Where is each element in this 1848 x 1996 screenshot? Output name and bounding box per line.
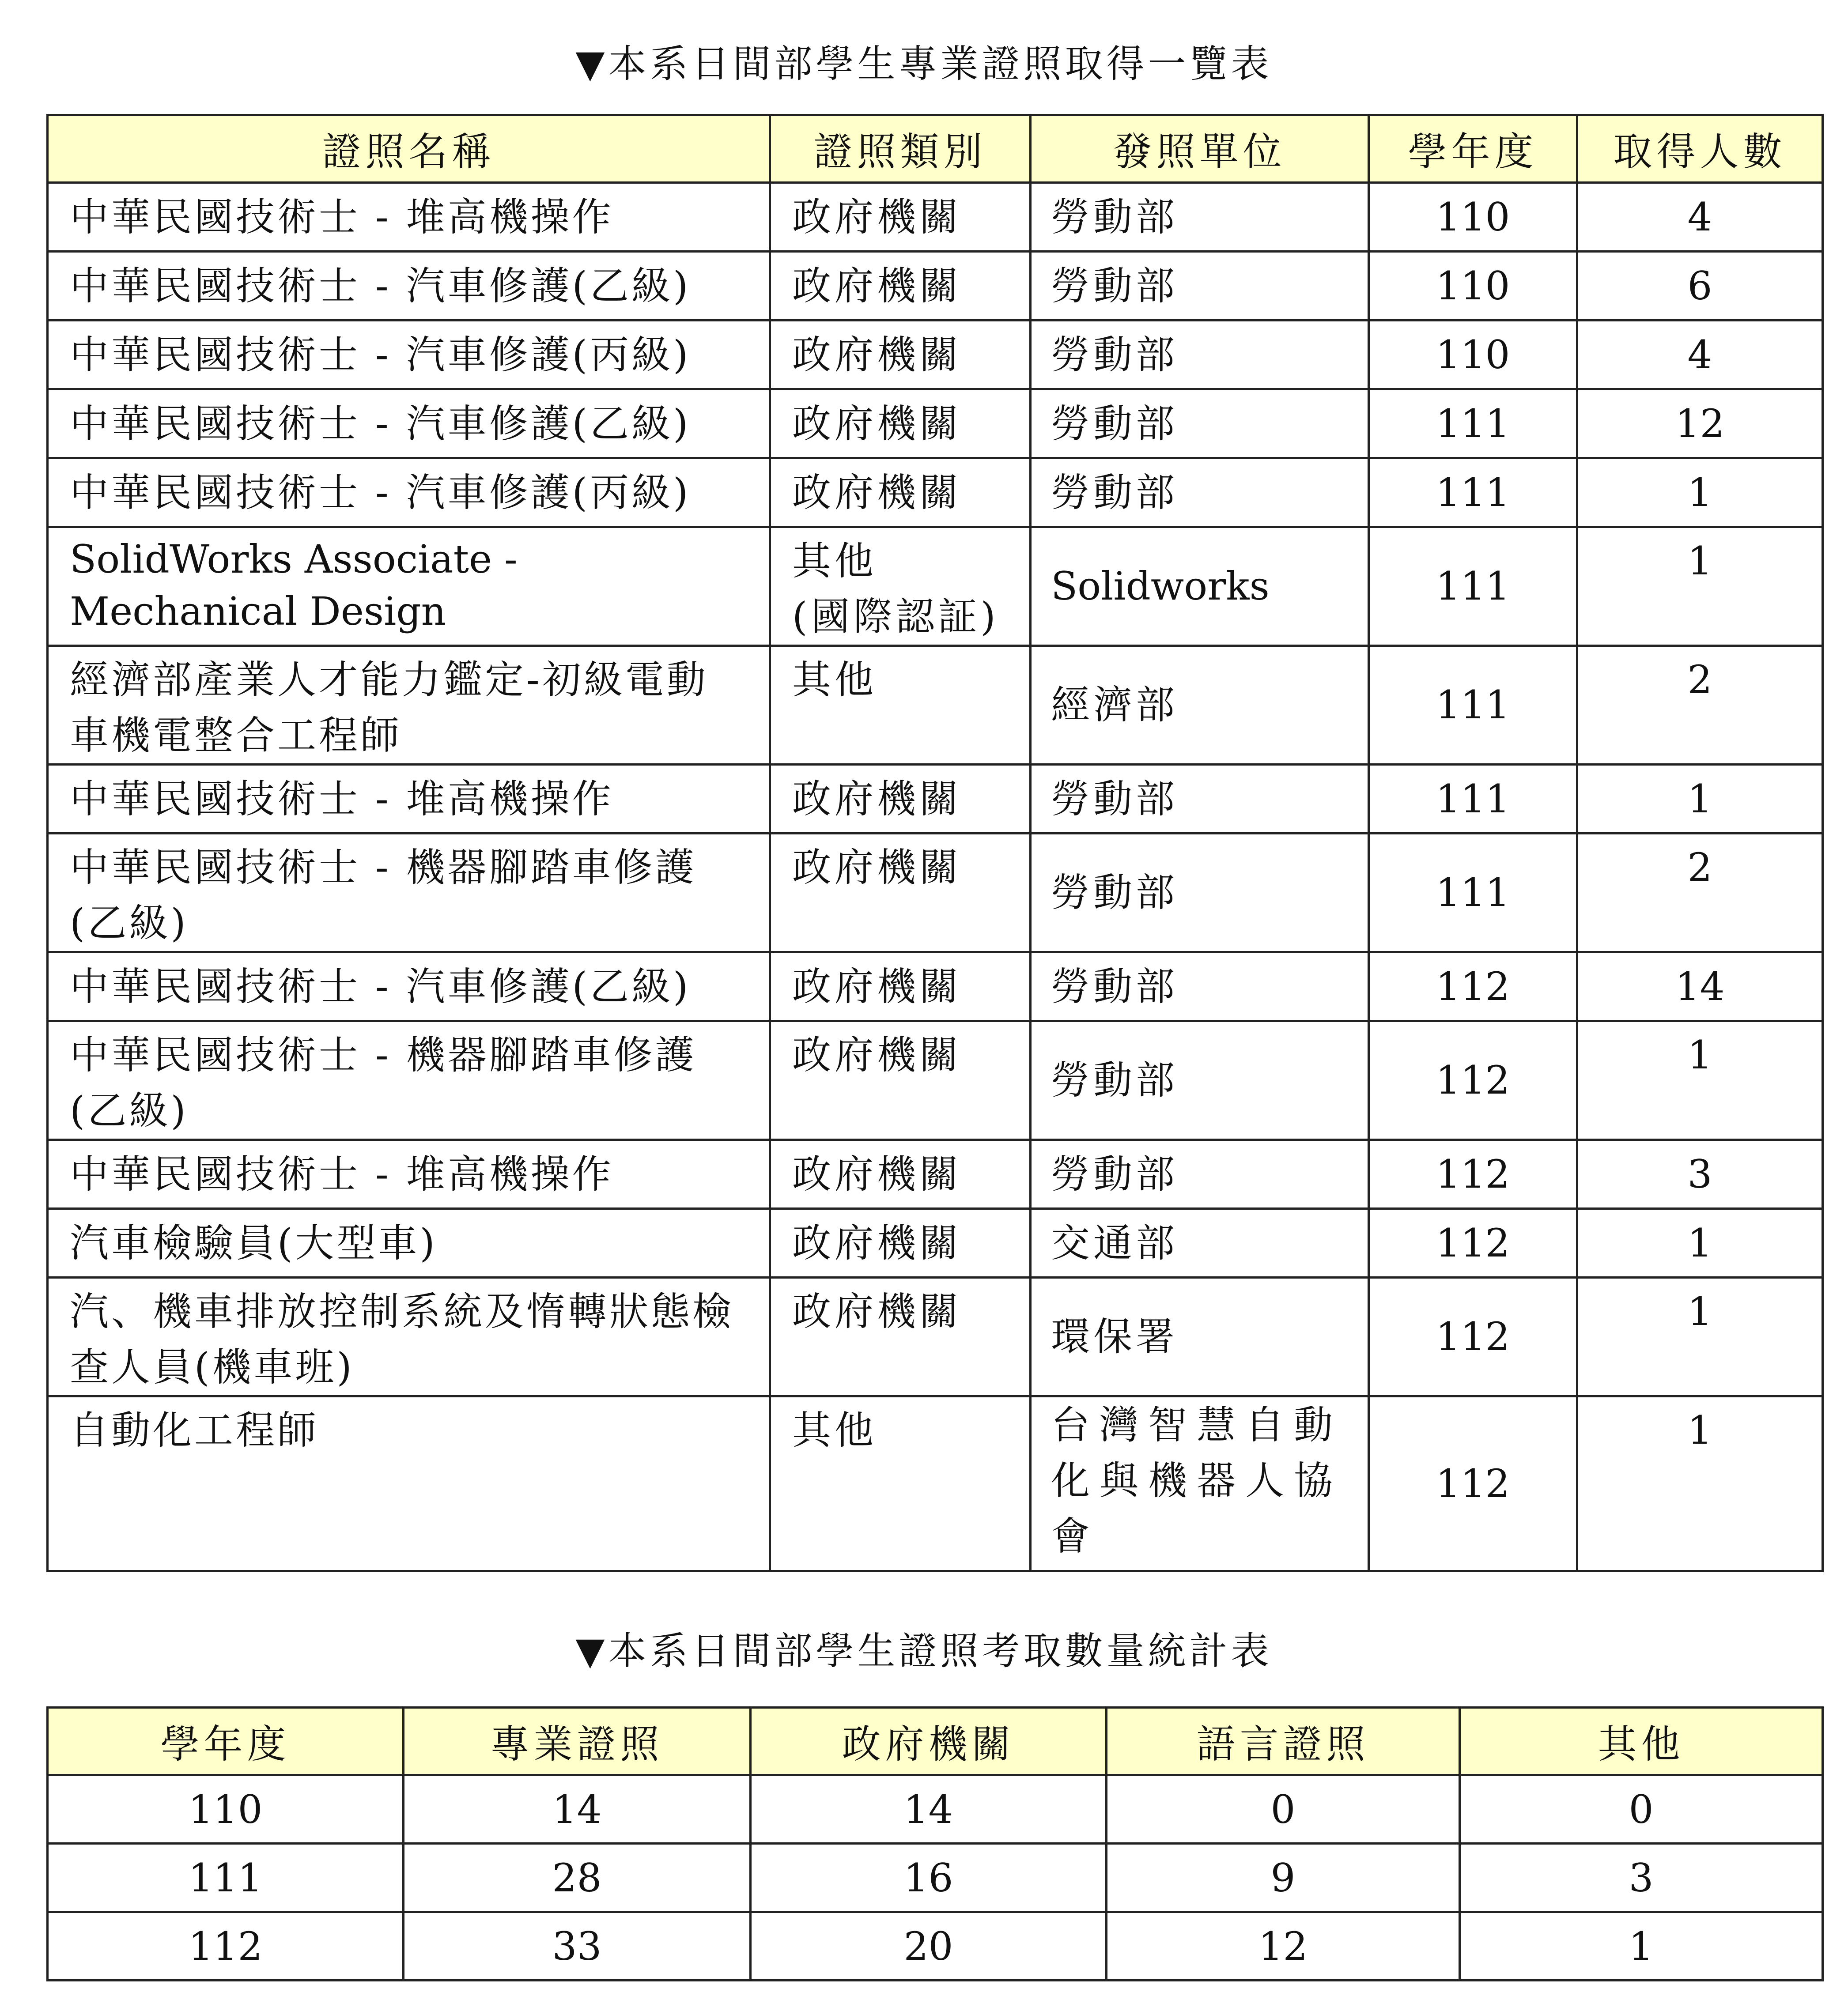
cert-year: 112 <box>1369 1209 1577 1278</box>
header-cert-name: 證照名稱 <box>48 115 770 183</box>
table-row <box>48 183 1823 252</box>
header-professional-certs: 專業證照 <box>404 1708 751 1775</box>
cert-name: 中華民國技術士 - 堆高機操作 <box>48 765 770 834</box>
cert-issuer: 勞動部 <box>1031 252 1369 321</box>
cert-category: 政府機關 <box>770 1021 1031 1140</box>
cert-name: 中華民國技術士 - 汽車修護(乙級) <box>48 252 770 321</box>
stat-language: 9 <box>1107 1844 1460 1912</box>
cert-year: 112 <box>1369 1396 1577 1571</box>
cert-year: 112 <box>1369 952 1577 1021</box>
table-header-row <box>48 115 1823 183</box>
cert-issuer: 勞動部 <box>1031 389 1369 458</box>
cert-category: 其他 <box>770 646 1031 765</box>
cert-name: 自動化工程師 <box>48 1396 770 1571</box>
header-cert-category: 證照類別 <box>770 115 1031 183</box>
cert-year: 111 <box>1369 527 1577 646</box>
cert-year: 112 <box>1369 1140 1577 1209</box>
cert-name: 中華民國技術士 - 汽車修護(乙級) <box>48 952 770 1021</box>
stat-government: 20 <box>751 1912 1107 1981</box>
cert-count: 4 <box>1577 321 1823 389</box>
cert-name: 中華民國技術士 - 汽車修護(丙級) <box>48 321 770 389</box>
table-row <box>48 321 1823 389</box>
cert-category: 政府機關 <box>770 1140 1031 1209</box>
cert-category: 其他 <box>770 1396 1031 1571</box>
cert-category: 政府機關 <box>770 389 1031 458</box>
table-row <box>48 458 1823 527</box>
header-academic-year: 學年度 <box>1369 115 1577 183</box>
header-academic-year: 學年度 <box>48 1708 404 1775</box>
stat-professional: 14 <box>404 1775 751 1844</box>
certificate-stats-table <box>46 1706 1824 1981</box>
cert-issuer: 勞動部 <box>1031 952 1369 1021</box>
cert-category: 政府機關 <box>770 834 1031 952</box>
cert-count: 6 <box>1577 252 1823 321</box>
cert-count: 1 <box>1577 1278 1823 1396</box>
cert-category <box>770 527 1031 646</box>
cert-issuer: 勞動部 <box>1031 1140 1369 1209</box>
header-other: 其他 <box>1460 1708 1823 1775</box>
table-row <box>48 1775 1823 1844</box>
stat-professional: 33 <box>404 1912 751 1981</box>
cert-year: 112 <box>1369 1021 1577 1140</box>
cert-category: 政府機關 <box>770 183 1031 252</box>
cert-category: 政府機關 <box>770 1278 1031 1396</box>
table-row <box>48 527 1823 646</box>
cert-count: 1 <box>1577 765 1823 834</box>
cert-issuer: 勞動部 <box>1031 834 1369 952</box>
cert-issuer: 交通部 <box>1031 1209 1369 1278</box>
stat-other: 0 <box>1460 1775 1823 1844</box>
cert-count: 3 <box>1577 1140 1823 1209</box>
cert-issuer: Solidworks <box>1031 527 1369 646</box>
stat-year: 112 <box>48 1912 404 1981</box>
cert-count: 2 <box>1577 834 1823 952</box>
cert-count: 12 <box>1577 389 1823 458</box>
cert-year: 111 <box>1369 389 1577 458</box>
table-row <box>48 1278 1823 1396</box>
cert-name: 中華民國技術士 - 汽車修護(乙級) <box>48 389 770 458</box>
cert-category: 政府機關 <box>770 1209 1031 1278</box>
cert-name: 中華民國技術士 - 堆高機操作 <box>48 1140 770 1209</box>
cert-count: 1 <box>1577 527 1823 646</box>
cert-category: 政府機關 <box>770 252 1031 321</box>
cert-count: 1 <box>1577 1209 1823 1278</box>
stat-year: 111 <box>48 1844 404 1912</box>
table-row <box>48 646 1823 765</box>
stat-government: 14 <box>751 1775 1107 1844</box>
header-issuer: 發照單位 <box>1031 115 1369 183</box>
cert-category-text: 其他 (國際認証) <box>792 538 999 639</box>
stat-language: 0 <box>1107 1775 1460 1844</box>
cert-year: 110 <box>1369 321 1577 389</box>
table-row <box>48 1209 1823 1278</box>
stat-year: 110 <box>48 1775 404 1844</box>
cert-issuer: 勞動部 <box>1031 183 1369 252</box>
cert-year: 112 <box>1369 1278 1577 1396</box>
cert-issuer: 台灣智慧自動化與機器人協會 <box>1031 1396 1369 1571</box>
cert-issuer: 勞動部 <box>1031 1021 1369 1140</box>
certificate-stats-title: ▼本系日間部學生證照考取數量統計表 <box>575 1629 1273 1673</box>
cert-year: 111 <box>1369 646 1577 765</box>
stat-other: 3 <box>1460 1844 1823 1912</box>
cert-count: 1 <box>1577 1396 1823 1571</box>
cert-category: 政府機關 <box>770 458 1031 527</box>
stat-language: 12 <box>1107 1912 1460 1981</box>
cert-count: 1 <box>1577 458 1823 527</box>
cert-issuer: 經濟部 <box>1031 646 1369 765</box>
cert-name: 經濟部產業人才能力鑑定-初級電動車機電整合工程師 <box>48 646 770 765</box>
header-government: 政府機關 <box>751 1708 1107 1775</box>
table-row <box>48 1396 1823 1571</box>
cert-count: 14 <box>1577 952 1823 1021</box>
cert-count: 1 <box>1577 1021 1823 1140</box>
table-row <box>48 1021 1823 1140</box>
header-count: 取得人數 <box>1577 115 1823 183</box>
table-row <box>48 1844 1823 1912</box>
cert-category: 政府機關 <box>770 321 1031 389</box>
cert-category: 政府機關 <box>770 765 1031 834</box>
table-row <box>48 1140 1823 1209</box>
stat-other: 1 <box>1460 1912 1823 1981</box>
stat-professional: 28 <box>404 1844 751 1912</box>
cert-name: 中華民國技術士 - 機器腳踏車修護(乙級) <box>48 834 770 952</box>
cert-category: 政府機關 <box>770 952 1031 1021</box>
table-row <box>48 1912 1823 1981</box>
cert-issuer: 勞動部 <box>1031 321 1369 389</box>
cert-year: 110 <box>1369 183 1577 252</box>
cert-issuer: 勞動部 <box>1031 458 1369 527</box>
table-header-row <box>48 1708 1823 1775</box>
table-row <box>48 952 1823 1021</box>
header-language-certs: 語言證照 <box>1107 1708 1460 1775</box>
certificate-list-table <box>46 114 1824 1572</box>
table-row <box>48 834 1823 952</box>
cert-name: SolidWorks Associate - Mechanical Design <box>48 527 770 646</box>
table-row <box>48 765 1823 834</box>
stat-government: 16 <box>751 1844 1107 1912</box>
cert-count: 2 <box>1577 646 1823 765</box>
cert-name: 中華民國技術士 - 機器腳踏車修護(乙級) <box>48 1021 770 1140</box>
certificate-list-title: ▼本系日間部學生專業證照取得一覽表 <box>575 42 1273 86</box>
cert-name: 中華民國技術士 - 堆高機操作 <box>48 183 770 252</box>
table-row <box>48 252 1823 321</box>
cert-year: 110 <box>1369 252 1577 321</box>
cert-issuer: 勞動部 <box>1031 765 1369 834</box>
cert-year: 111 <box>1369 458 1577 527</box>
cert-name: 中華民國技術士 - 汽車修護(丙級) <box>48 458 770 527</box>
cert-year: 111 <box>1369 765 1577 834</box>
cert-issuer: 環保署 <box>1031 1278 1369 1396</box>
table-row <box>48 389 1823 458</box>
cert-name: 汽車檢驗員(大型車) <box>48 1209 770 1278</box>
cert-name: 汽、機車排放控制系統及惰轉狀態檢查人員(機車班) <box>48 1278 770 1396</box>
cert-count: 4 <box>1577 183 1823 252</box>
cert-year: 111 <box>1369 834 1577 952</box>
